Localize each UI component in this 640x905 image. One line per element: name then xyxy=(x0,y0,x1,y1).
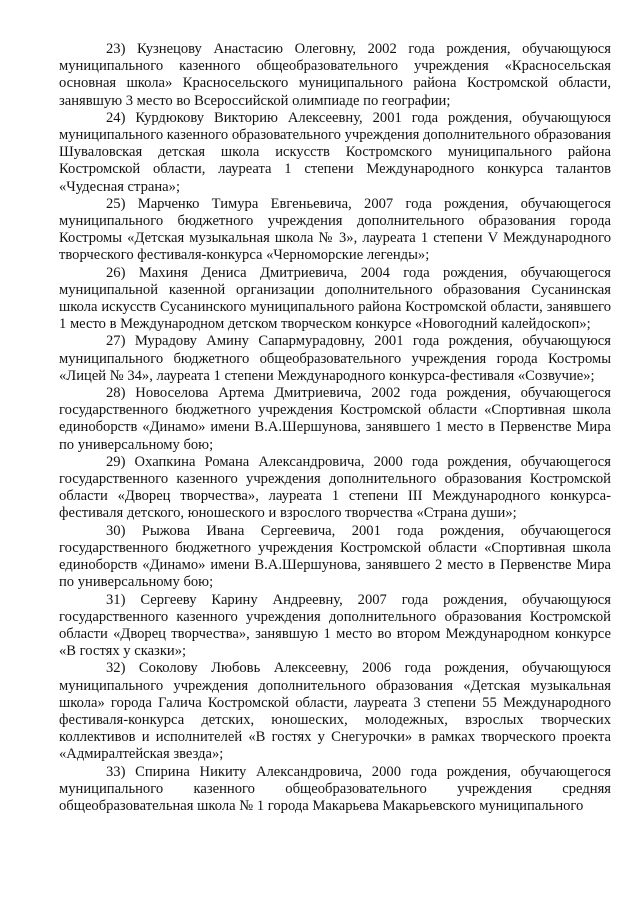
list-item-31: 31) Сергееву Карину Андреевну, 2007 года рождения, обучающуюся государственного казенного учреждения дополнительного образования Костромской области «Дворец творчества», занявшую 1 место во втором Международном конкурсе «В гостях у сказки»; xyxy=(59,591,611,660)
list-item-28: 28) Новоселова Артема Дмитриевича, 2002 года рождения, обучающегося государственного бюджетного учреждения Костромской области «Спортивная школа единоборств «Динамо» имени В.А.Шершунова, занявшего 1 место в Первенстве Мира по универсальному бою; xyxy=(59,385,611,453)
list-item-23: 23) Кузнецову Анастасию Олеговну, 2002 года рождения, обучающуюся муниципального казенного общеобразовательного учреждения «Красносельская основная школа» Красносельского муниципального района Костромской области, занявшую 3 место во Всероссийской олимпиаде по географии; xyxy=(59,41,611,109)
list-item-33: 33) Спирина Никиту Александровича, 2000 года рождения, обучающегося муниципального казенного общеобразовательного учреждения средняя общеобразовательная школа № 1 города Макарьева Макарьевского муниципального xyxy=(59,763,611,814)
list-item-32: 32) Соколову Любовь Алексеевну, 2006 года рождения, обучающуюся муниципального учреждения дополнительного образования «Детская музыкальная школа» города Галича Костромской области, лауреата 3 степени 55 Международного фестиваля-конкурса детских, юношеских, молодежных, взрослых творческих коллективов и исполнителей «В гостях у Снегурочки» в рамках творческого проекта «Адмиралтейская звезда»; xyxy=(59,660,611,763)
list-item-26: 26) Махиня Дениса Дмитриевича, 2004 года рождения, обучающегося муниципальной казенной организации дополнительного образования Сусанинская школа искусств Сусанинского муниципального района Костромской области, занявшего 1 место в Международном детском творческом конкурсе «Новогодний калейдоскоп»; xyxy=(59,264,611,333)
list-item-30: 30) Рыжова Ивана Сергеевича, 2001 года рождения, обучающегося государственного бюджетного учреждения Костромской области «Спортивная школа единоборств «Динамо» имени В.А.Шершунова, занявшего 2 место в Первенстве Мира по универсальному бою; xyxy=(59,522,611,591)
list-item-24: 24) Курдюкову Викторию Алексеевну, 2001 года рождения, обучающуюся муниципального казенного образовательного учреждения дополнительного образования Шуваловская детская школа искусств Костромского муниципального района Костромской области, лауреата 1 степени Международного конкурса талантов «Чудесная страна»; xyxy=(59,109,611,195)
list-item-29: 29) Охапкина Романа Александровича, 2000 года рождения, обучающегося государственного казенного учреждения дополнительного образования Костромской области «Дворец творчества», лауреата 1 степени III Международного конкурса-фестиваля детского, юношеского и взрослого творчества «Страна души»; xyxy=(59,453,611,522)
document-body xyxy=(59,41,611,815)
list-item-27: 27) Мурадову Амину Сапармурадовну, 2001 года рождения, обучающуюся муниципального бюджетного общеобразовательного учреждения города Костромы «Лицей № 34», лауреата 1 степени Международного конкурса-фестиваля «Созвучие»; xyxy=(59,333,611,384)
list-item-25: 25) Марченко Тимура Евгеньевича, 2007 года рождения, обучающегося муниципального бюджетного учреждения дополнительного образования города Костромы «Детская музыкальная школа № 3», лауреата 1 степени V Международного творческого фестиваля-конкурса «Черноморские легенды»; xyxy=(59,195,611,264)
